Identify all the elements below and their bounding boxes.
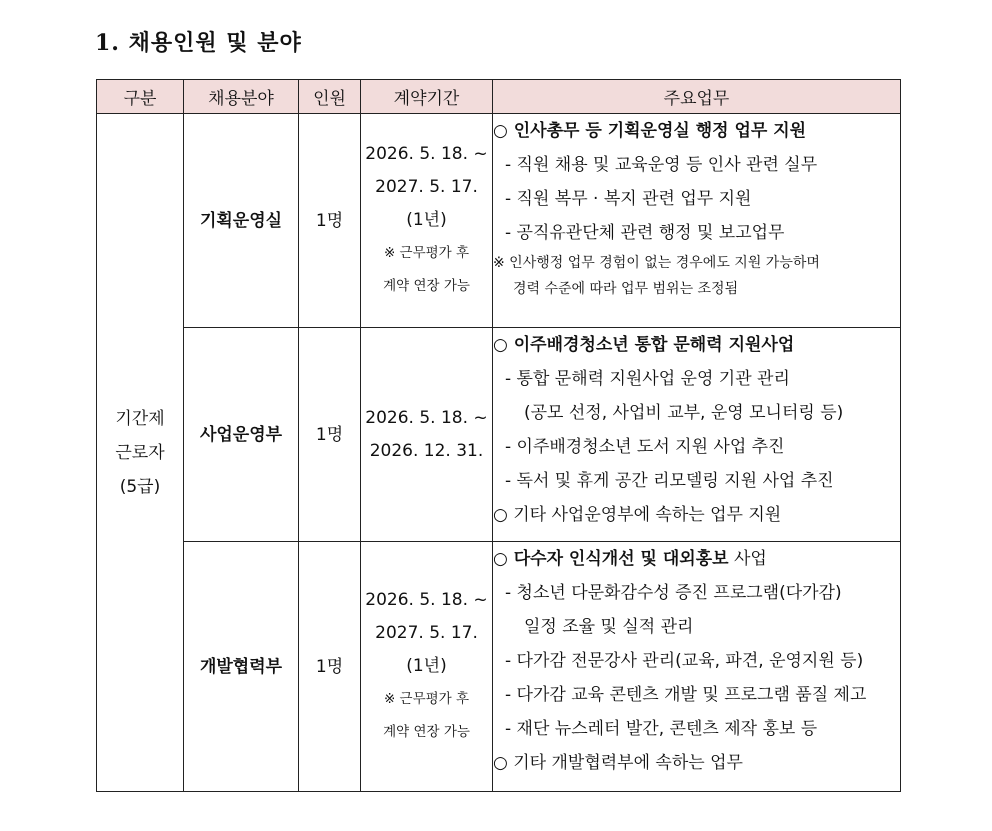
table-header-row <box>97 80 901 114</box>
table-row <box>97 328 901 542</box>
duty-item: - 통합 문해력 지원사업 운영 기관 관리 <box>505 369 790 389</box>
count-cell: 1명 <box>299 328 361 542</box>
period-cell <box>361 542 493 792</box>
duties-cell <box>493 114 901 328</box>
period-cell <box>361 114 493 328</box>
duty-item: - 독서 및 휴게 공간 리모델링 지원 사업 추진 <box>505 471 834 491</box>
duty-item: - 다가감 전문강사 관리(교육, 파견, 운영지원 등) <box>505 651 864 671</box>
period-line: (1년) <box>406 656 447 676</box>
section-heading: 1. 채용인원 및 분야 <box>95 30 302 56</box>
recruitment-table <box>96 79 901 792</box>
duty-item: - 재단 뉴스레터 발간, 콘텐츠 제작 홍보 등 <box>505 719 818 739</box>
dept-cell: 개발협력부 <box>184 542 299 792</box>
table-row <box>97 114 901 328</box>
duties-cell <box>493 328 901 542</box>
duty-item: - 직원 채용 및 교육운영 등 인사 관련 실무 <box>505 155 818 175</box>
period-note: ※ 근무평가 후 <box>383 691 470 707</box>
category-line: 근로자 <box>115 442 165 463</box>
duty-heading-bold: ○ 다수자 인식개선 및 대외홍보 <box>493 549 729 569</box>
duty-heading: ○ 기타 개발협력부에 속하는 업무 <box>493 753 743 773</box>
period-note: 계약 연장 가능 <box>383 724 470 740</box>
col-header-category: 구분 <box>97 80 184 114</box>
count-cell: 1명 <box>299 114 361 328</box>
duty-item: - 이주배경청소년 도서 지원 사업 추진 <box>505 437 785 457</box>
col-header-period: 계약기간 <box>361 80 493 114</box>
duty-item: - 다가감 교육 콘텐츠 개발 및 프로그램 품질 제고 <box>505 685 867 705</box>
period-line: 2026. 5. 18. ~ <box>365 407 488 428</box>
period-line: 2026. 5. 18. ~ <box>365 144 488 164</box>
period-line: 2026. 12. 31. <box>369 440 484 461</box>
table-row <box>97 542 901 792</box>
duty-heading: ○ 인사총무 등 기획운영실 행정 업무 지원 <box>493 121 807 141</box>
category-cell <box>97 114 184 792</box>
count-cell: 1명 <box>299 542 361 792</box>
duty-heading <box>493 542 900 576</box>
col-header-field: 채용분야 <box>184 80 299 114</box>
duty-note: ※ 인사행정 업무 경험이 없는 경우에도 지원 가능하며 <box>493 255 820 271</box>
duty-heading: ○ 기타 사업운영부에 속하는 업무 지원 <box>493 505 782 525</box>
period-cell <box>361 328 493 542</box>
duty-item-continued: 일정 조율 및 실적 관리 <box>524 617 694 637</box>
duty-heading-tail: 사업 <box>728 549 767 569</box>
period-note: 계약 연장 가능 <box>383 278 470 294</box>
category-line: (5급) <box>119 476 161 497</box>
col-header-duties: 주요업무 <box>493 80 901 114</box>
dept-cell: 사업운영부 <box>184 328 299 542</box>
duty-heading: ○ 이주배경청소년 통합 문해력 지원사업 <box>493 335 795 355</box>
duty-note-continued: 경력 수준에 따라 업무 범위는 조정됨 <box>513 281 739 297</box>
category-line: 기간제 <box>115 408 165 429</box>
col-header-count: 인원 <box>299 80 361 114</box>
duty-item-continued: (공모 선정, 사업비 교부, 운영 모니터링 등) <box>524 403 844 423</box>
duty-item: - 공직유관단체 관련 행정 및 보고업무 <box>505 223 785 243</box>
period-line: 2027. 5. 17. <box>375 177 478 197</box>
duty-item: - 청소년 다문화감수성 증진 프로그램(다가감) <box>505 583 842 603</box>
period-note: ※ 근무평가 후 <box>383 245 470 261</box>
period-line: 2027. 5. 17. <box>375 623 478 643</box>
dept-cell: 기획운영실 <box>184 114 299 328</box>
duties-cell <box>493 542 901 792</box>
period-line: (1년) <box>406 210 447 230</box>
period-line: 2026. 5. 18. ~ <box>365 590 488 610</box>
duty-item: - 직원 복무 · 복지 관련 업무 지원 <box>505 189 752 209</box>
